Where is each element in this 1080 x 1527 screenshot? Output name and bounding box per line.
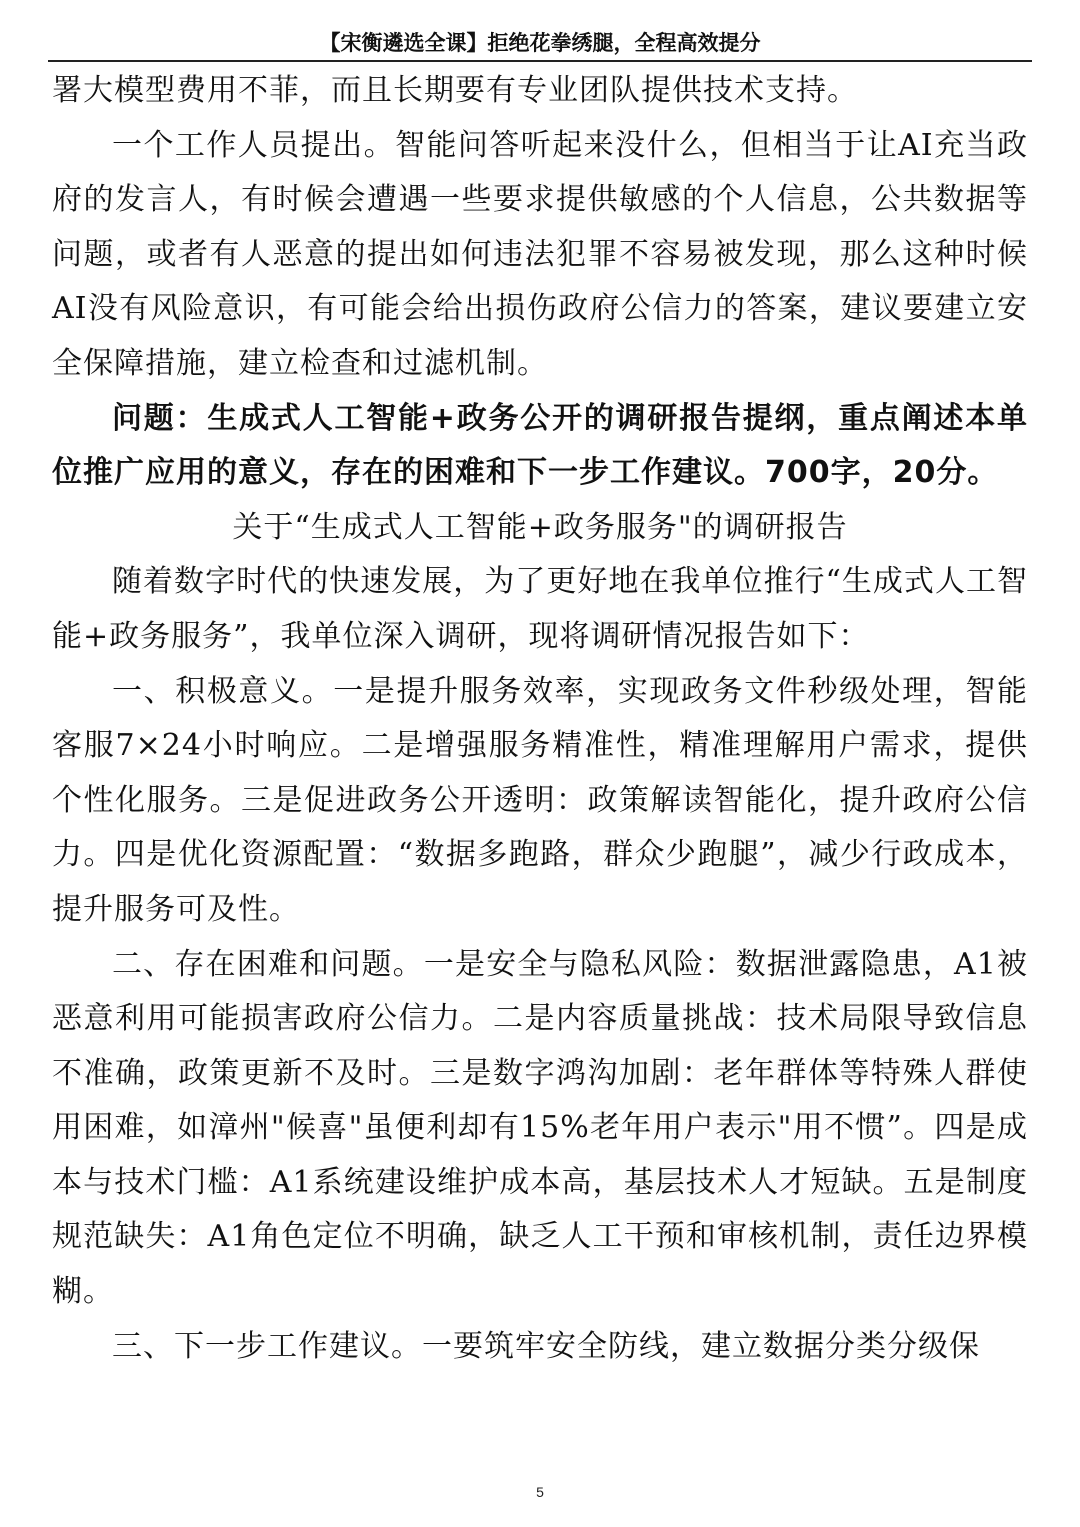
paragraph-continuation: 署大模型费用不菲，而且长期要有专业团队提供技术支持。 [52, 73, 858, 108]
document-body [52, 64, 1028, 1374]
paragraph-difficulties: 二、存在困难和问题。一是安全与隐私风险：数据泄露隐患，A1被恶意利用可能损害政府公信力。二是内容质量挑战：技术局限导致信息不准确，政策更新不及时。三是数字鸿沟加剧：老年群体等特殊人群使用困难，如漳州"候喜"虽便利却有15%老年用户表示"用不惯”。四是成本与技术门槛：A1系统建设维护成本高，基层技术人才短缺。五是制度规范缺失：A1角色定位不明确，缺乏人工干预和审核机制，责任边界模糊。 [52, 946, 1028, 1310]
report-title: 关于“生成式人工智能+政务服务"的调研报告 [232, 509, 848, 545]
paragraph-suggestions: 三、下一步工作建议。一要筑牢安全防线，建立数据分类分级保 [112, 1328, 980, 1364]
paragraph-intro: 随着数字时代的快速发展，为了更好地在我单位推行“生成式人工智能+政务服务”，我单位深入调研，现将调研情况报告如下： [52, 564, 1028, 654]
header-divider [48, 60, 1032, 62]
page-header: 【宋衡遴选全课】拒绝花拳绣腿，全程高效提分 [319, 31, 761, 55]
paragraph-significance: 一、积极意义。一是提升服务效率，实现政务文件秒级处理，智能客服7×24小时响应。二是增强服务精准性，精准理解用户需求，提供个性化服务。三是促进政务公开透明：政策解读智能化，提升政府公信力。四是优化资源配置：“数据多跑路，群众少跑腿”，减少行政成本，提升服务可及性。 [52, 673, 1028, 927]
page-number: 5 [536, 1484, 544, 1500]
question-heading: 问题：生成式人工智能+政务公开的调研报告提纲，重点阐述本单位推广应用的意义，存在的困难和下一步工作建议。700字，20分。 [52, 400, 1028, 491]
paragraph-staff-suggestion: 一个工作人员提出。智能问答听起来没什么，但相当于让AI充当政府的发言人，有时候会遭遇一些要求提供敏感的个人信息，公共数据等问题，或者有人恶意的提出如何违法犯罪不容易被发现，那么这种时候AI没有风险意识，有可能会给出损伤政府公信力的答案，建议要建立安全保障措施，建立检查和过滤机制。 [52, 127, 1028, 381]
